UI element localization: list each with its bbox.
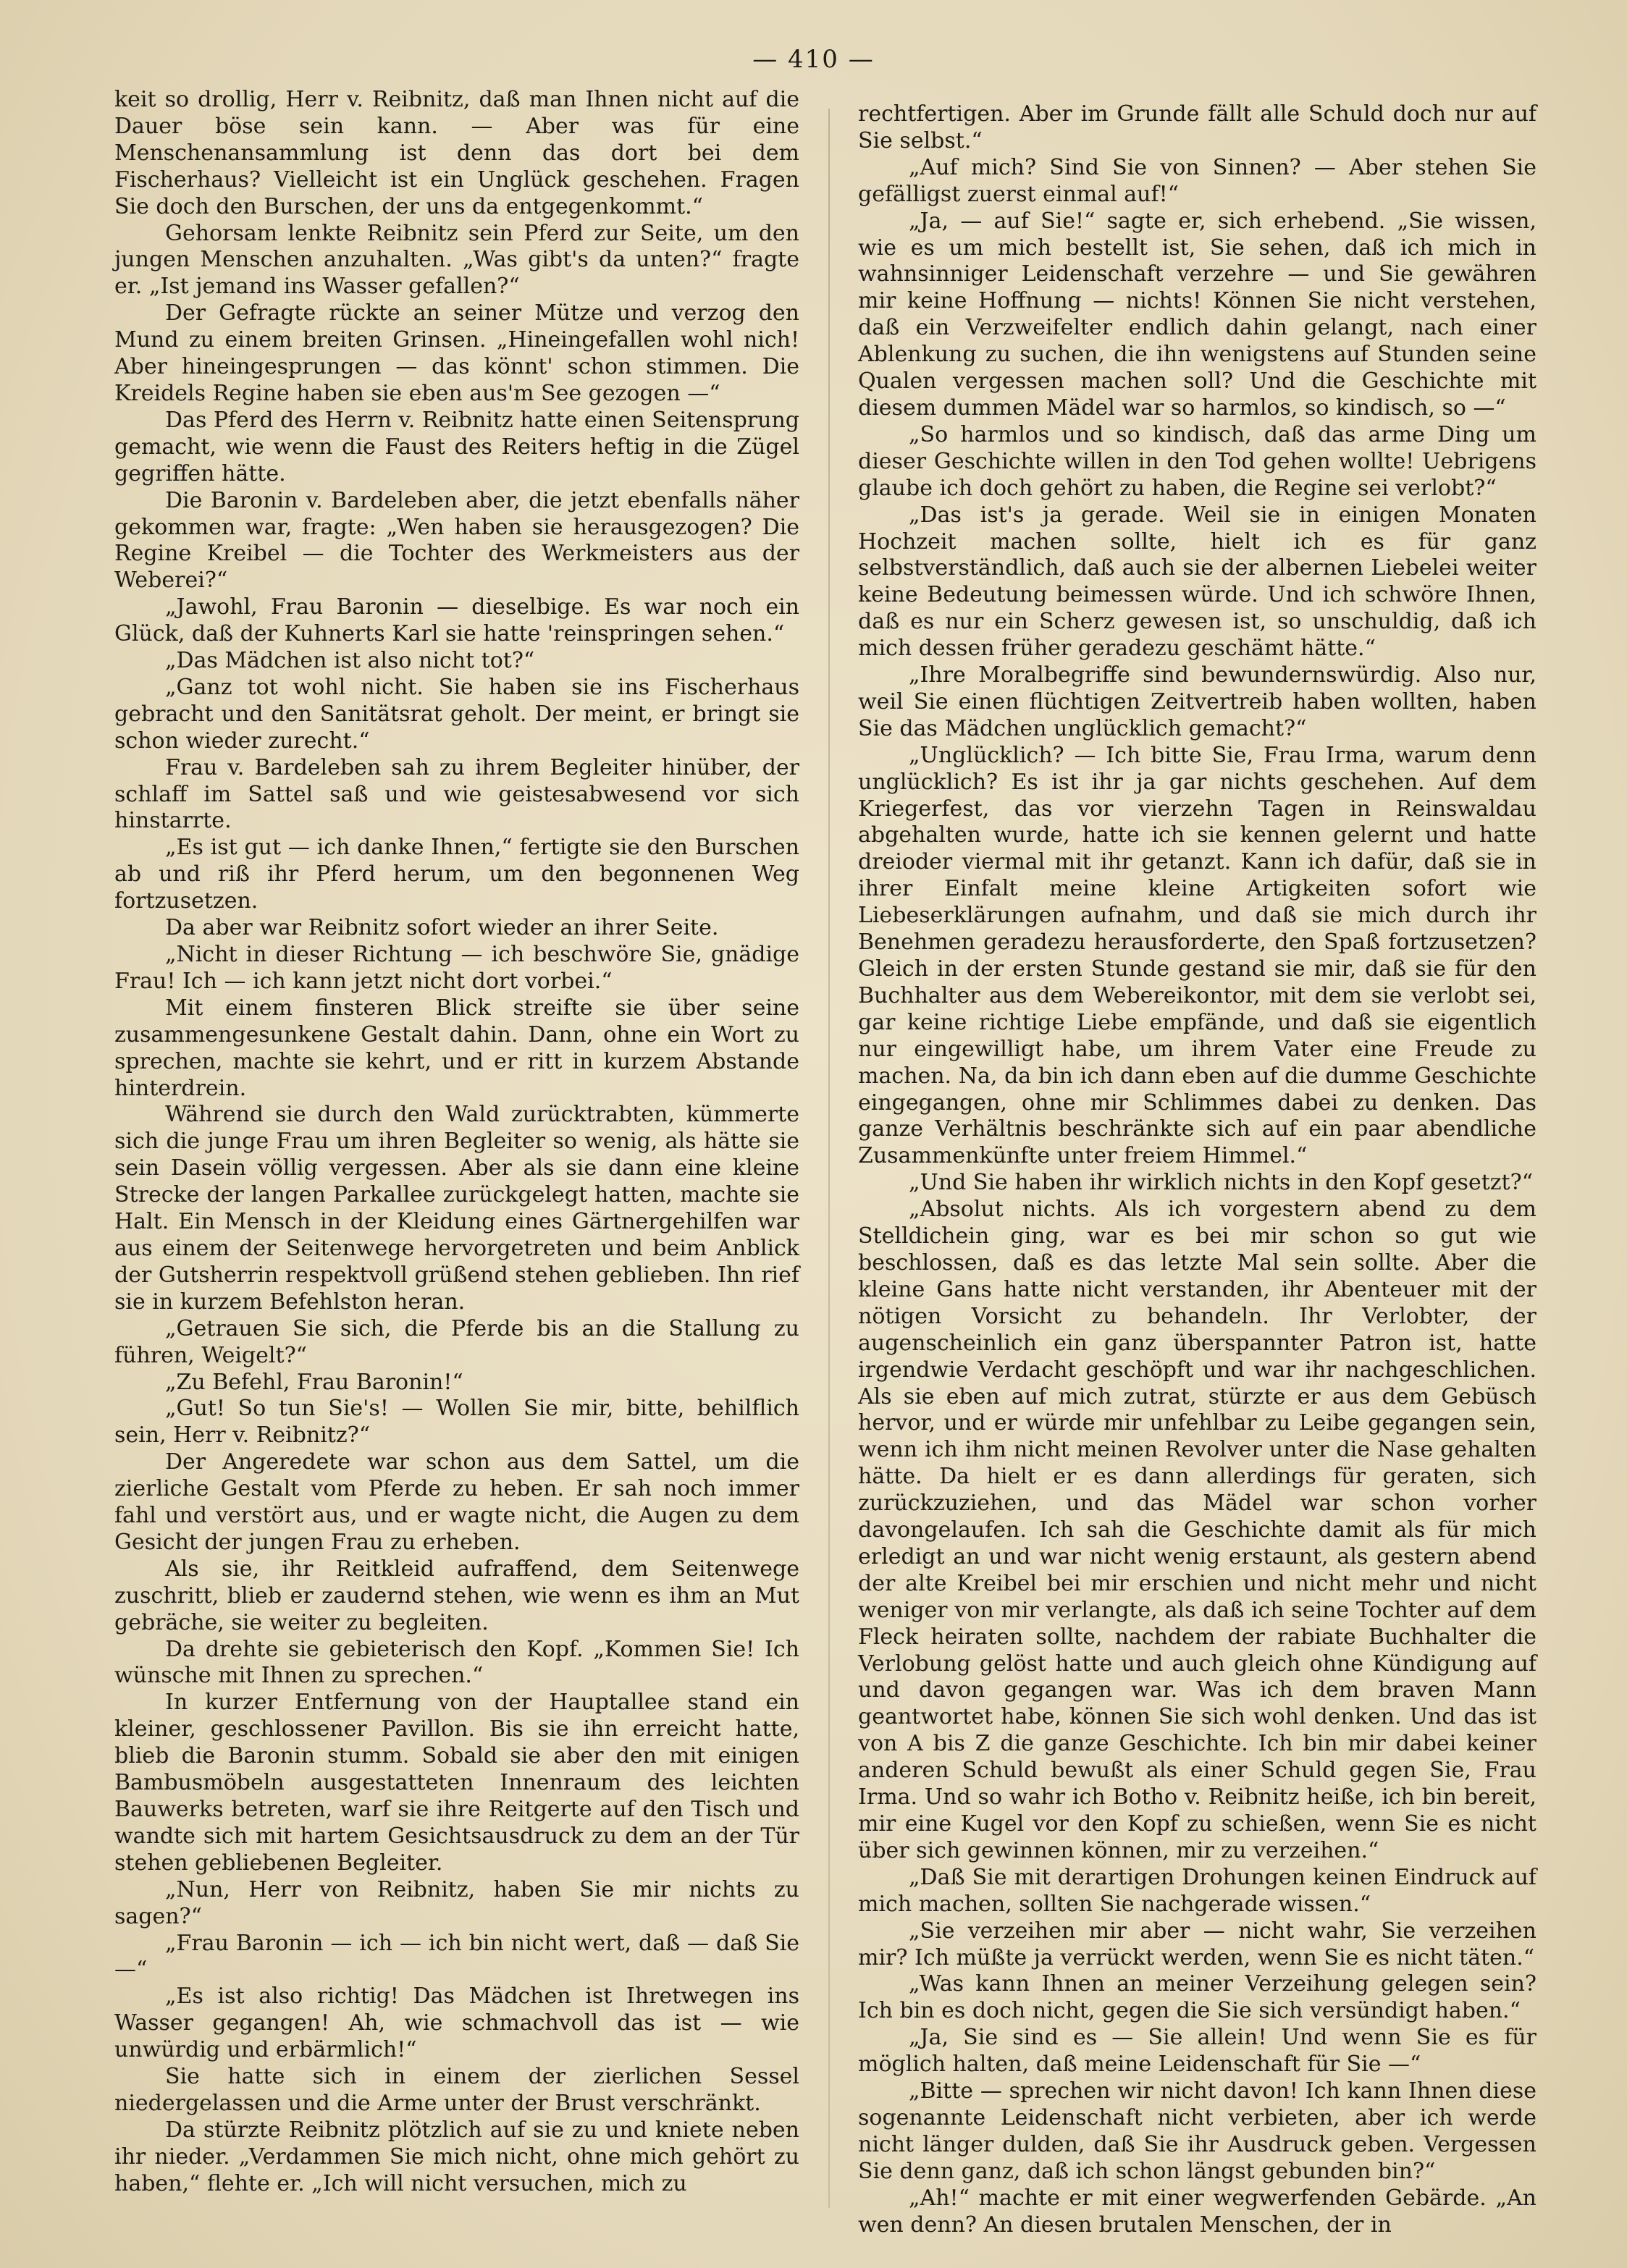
paragraph: In kurzer Entfernung von der Hauptallee stand ein kleiner, geschlossener Pavillon. Bis sie ihn erreicht hatte, blieb die Baronin stumm. Sobald sie aber den mit einigen Bambusmöbeln ausgestatteten Innenraum des leichten Bauwerks betreten, warf sie ihre Reitgerte auf den Tisch und wandte sich mit hartem Gesichtsausdruck zu dem an der Tür stehen gebliebenen Begleiter. <box>114 1690 799 1876</box>
paragraph: Gehorsam lenkte Reibnitz sein Pferd zur Seite, um den jungen Menschen anzuhalten. „Was gibt's da unten?“ fragte er. „Ist jemand ins Wasser gefallen?“ <box>114 220 799 300</box>
paragraph: „Es ist gut — ich danke Ihnen,“ fertigte sie den Burschen ab und riß ihr Pferd herum, um den begonnenen Weg fortzusetzen. <box>114 835 799 914</box>
paragraph: Als sie, ihr Reitkleid aufraffend, dem Seitenwege zuschritt, blieb er zaudernd stehen, wie wenn es ihm an Mut gebräche, sie weiter zu begleiten. <box>114 1556 799 1635</box>
paragraph: Da aber war Reibnitz sofort wieder an ihrer Seite. <box>165 915 719 941</box>
paragraph: „Jawohl, Frau Baronin — dieselbige. Es war noch ein Glück, daß der Kuhnerts Karl sie hatte 'reinspringen sehen.“ <box>114 594 799 647</box>
paragraph: „Ja, Sie sind es — Sie allein! Und wenn Sie es für möglich halten, daß meine Leidenschaft für Sie —“ <box>858 2025 1536 2078</box>
paragraph: rechtfertigen. Aber im Grunde fällt alle Schuld doch nur auf Sie selbst.“ <box>858 101 1536 153</box>
page-number: — 410 — <box>752 45 875 74</box>
paragraph: Der Gefragte rückte an seiner Mütze und verzog den Mund zu einem breiten Grinsen. „Hineingefallen wohl nich! Aber hineingesprungen — das könnt' schon stimmen. Die Kreidels Regine haben sie eben aus'm See gezogen —“ <box>114 300 799 406</box>
column-divider <box>828 109 830 2208</box>
paragraph: keit so drollig, Herr v. Reibnitz, daß man Ihnen nicht auf die Dauer böse sein kann. — Aber was für eine Menschenansammlung ist denn das dort bei dem Fischerhaus? Vielleicht ist ein Unglück geschehen. Fragen Sie doch den Burschen, der uns da entgegenkommt.“ <box>114 87 799 219</box>
paragraph: „Gut! So tun Sie's! — Wollen Sie mir, bitte, behilflich sein, Herr v. Reibnitz?“ <box>114 1396 799 1449</box>
paragraph: „Ganz tot wohl nicht. Sie haben sie ins Fischerhaus gebracht und den Sanitätsrat geholt. Der meint, er bringt sie schon wieder zurecht.“ <box>114 674 799 754</box>
paragraph: „Nicht in dieser Richtung — ich beschwöre Sie, gnädige Frau! Ich — ich kann jetzt nicht dort vorbei.“ <box>114 942 799 994</box>
paragraph: „So harmlos und so kindisch, daß das arme Ding um dieser Geschichte willen in den Tod gehen wollte! Uebrigens glaube ich doch gehört zu haben, die Regine sei verlobt?“ <box>858 421 1536 501</box>
paragraph: „Ah!“ machte er mit einer wegwerfenden Gebärde. „An wen denn? An diesen brutalen Menschen, der in <box>858 2185 1536 2238</box>
paragraph: Da drehte sie gebieterisch den Kopf. „Kommen Sie! Ich wünsche mit Ihnen zu sprechen.“ <box>114 1636 799 1689</box>
paragraph: „Absolut nichts. Als ich vorgestern abend zu dem Stelldichein ging, war es bei mir schon so gut wie beschlossen, daß es das letzte Mal sein sollte. Aber die kleine Gans hatte nicht verstanden, ihr Abenteuer mit der nötigen Vorsicht zu behandeln. Ihr Verlobter, der augenscheinlich ein ganz überspannter Patron ist, hatte irgendwie Verdacht geschöpft und war ihr nachgeschlichen. Als sie eben auf mich zutrat, stürzte er aus dem Gebüsch hervor, und er würde mir unfehlbar zu Leibe gegangen sein, wenn ich ihm nicht meinen Revolver unter die Nase gehalten hätte. Da hielt er es dann allerdings für geraten, sich zurückzuziehen, und das Mädel war schon vorher davongelaufen. Ich sah die Geschichte damit als für mich erledigt an und war nicht wenig erstaunt, als gestern abend der alte Kreibel bei mir erschien und nicht mehr und nicht weniger von mir verlangte, als daß ich seine Tochter auf dem Fleck heiraten sollte, nachdem der rabiate Buchhalter die Verlobung gelöst hatte und auch gleich ohne Kündigung auf und davon gegangen war. Was ich dem braven Mann geantwortet habe, können Sie sich wohl denken. Und das ist von A bis Z die ganze Geschichte. Ich bin mir dabei keiner anderen Schuld bewußt als einer Schuld gegen Sie, Frau Irma. Und so wahr ich Botho v. Reibnitz heiße, ich bin bereit, mir eine Kugel vor den Kopf zu schießen, wenn Sie es nicht über sich gewinnen können, mir zu verzeihen.“ <box>858 1197 1536 1863</box>
paragraph: „Und Sie haben ihr wirklich nichts in den Kopf gesetzt?“ <box>909 1170 1534 1196</box>
paragraph: „Ja, — auf Sie!“ sagte er, sich erhebend. „Sie wissen, wie es um mich bestellt ist, Sie sehen, daß ich mich in wahnsinniger Leidenschaft verzehre — und Sie gewähren mir keine Hoffnung — nichts! Können Sie nicht verstehen, daß ein Verzweifelter endlich dahin gelangt, nach einer Ablenkung zu suchen, die ihn wenigstens auf Stunden seine Qualen vergessen machen soll? Und die Geschichte mit diesem dummen Mädel war so harmlos, so kindisch, so —“ <box>858 208 1536 421</box>
paragraph: „Was kann Ihnen an meiner Verzeihung gelegen sein? Ich bin es doch nicht, gegen die Sie sich versündigt haben.“ <box>858 1971 1536 2024</box>
paragraph: „Daß Sie mit derartigen Drohungen keinen Eindruck auf mich machen, sollten Sie nachgerade wissen.“ <box>858 1864 1536 1917</box>
paragraph: Die Baronin v. Bardeleben aber, die jetzt ebenfalls näher gekommen war, fragte: „Wen haben sie herausgezogen? Die Regine Kreibel — die Tochter des Werkmeisters aus der Weberei?“ <box>114 487 799 594</box>
paragraph: „Auf mich? Sind Sie von Sinnen? — Aber stehen Sie gefälligst zuerst einmal auf!“ <box>858 154 1536 207</box>
paragraph: Frau v. Bardeleben sah zu ihrem Begleiter hinüber, der schlaff im Sattel saß und wie geistesabwesend vor sich hinstarrte. <box>114 754 799 834</box>
paragraph: Mit einem finsteren Blick streifte sie über seine zusammengesunkene Gestalt dahin. Dann, ohne ein Wort zu sprechen, machte sie kehrt, und er ritt in kurzem Abstande hinterdrein. <box>114 995 799 1101</box>
paragraph: „Ihre Moralbegriffe sind bewundernswürdig. Also nur, weil Sie einen flüchtigen Zeitvertreib haben wollten, haben Sie das Mädchen unglücklich gemacht?“ <box>858 662 1536 741</box>
paragraph: „Unglücklich? — Ich bitte Sie, Frau Irma, warum denn unglücklich? Es ist ihr ja gar nichts geschehen. Auf dem Kriegerfest, das vor vierzehn Tagen in Reinswaldau abgehalten wurde, hatte ich sie kennen gelernt und hatte dreioder viermal mit ihr getanzt. Kann ich dafür, daß sie in ihrer Einfalt meine kleine Artigkeiten sofort wie Liebeserklärungen aufnahm, und daß sie mich durch ihr Benehmen geradezu herausforderte, den Spaß fortzusetzen? Gleich in der ersten Stunde gestand sie mir, daß sie für den Buchhalter aus dem Webereikontor, mit dem sie verlobt sei, gar keine richtige Liebe empfände, und daß sie eigentlich nur eingewilligt habe, um ihrem Vater eine Freude zu machen. Na, da bin ich dann eben auf die dumme Geschichte eingegangen, ohne mir Schlimmes dabei zu denken. Das ganze Verhältnis beschränkte sich auf ein paar abendliche Zusammenkünfte unter freiem Himmel.“ <box>858 742 1536 1169</box>
paragraph: Der Angeredete war schon aus dem Sattel, um die zierliche Gestalt vom Pferde zu heben. Er sah noch immer fahl und verstört aus, und er wagte nicht, die Augen zu dem Gesicht der jungen Frau zu erheben. <box>114 1449 799 1555</box>
paragraph: „Das ist's ja gerade. Weil sie in einigen Monaten Hochzeit machen sollte, hielt ich es für ganz selbstverständlich, daß auch sie der albernen Liebelei weiter keine Bedeutung beimessen würde. Und ich schwöre Ihnen, daß es nur ein Scherz gewesen ist, so unschuldig, daß ich mich dessen früher geradezu geschämt hätte.“ <box>858 502 1536 662</box>
paragraph: Da stürzte Reibnitz plötzlich auf sie zu und kniete neben ihr nieder. „Verdammen Sie mich nicht, ohne mich gehört zu haben,“ flehte er. „Ich will nicht versuchen, mich zu <box>114 2117 799 2196</box>
paragraph: „Nun, Herr von Reibnitz, haben Sie mir nichts zu sagen?“ <box>114 1876 799 1929</box>
paragraph: Sie hatte sich in einem der zierlichen Sessel niedergelassen und die Arme unter der Brust verschränkt. <box>114 2064 799 2116</box>
paragraph: „Zu Befehl, Frau Baronin!“ <box>165 1369 463 1395</box>
paragraph: Während sie durch den Wald zurücktrabten, kümmerte sich die junge Frau um ihren Begleiter so wenig, als hätte sie sein Dasein völlig vergessen. Aber als sie dann eine kleine Strecke der langen Parkallee zurückgelegt hatten, machte sie Halt. Ein Mensch in der Kleidung eines Gärtnergehilfen war aus einem der Seitenwege hervorgetreten und beim Anblick der Gutsherrin respektvoll grüßend stehen geblieben. Ihn rief sie in kurzem Befehlston heran. <box>114 1102 799 1315</box>
paragraph: Das Pferd des Herrn v. Reibnitz hatte einen Seitensprung gemacht, wie wenn die Faust des Reiters heftig in die Zügel gegriffen hätte. <box>114 407 799 486</box>
paragraph: „Sie verzeihen mir aber — nicht wahr, Sie verzeihen mir? Ich müßte ja verrückt werden, wenn Sie es nicht täten.“ <box>858 1918 1536 1970</box>
left-column <box>114 87 799 2198</box>
paragraph: „Getrauen Sie sich, die Pferde bis an die Stallung zu führen, Weigelt?“ <box>114 1315 799 1368</box>
right-column <box>858 101 1536 2239</box>
paragraph: „Bitte — sprechen wir nicht davon! Ich kann Ihnen diese sogenannte Leidenschaft nicht verbieten, aber ich werde nicht länger dulden, daß Sie ihr Ausdruck geben. Vergessen Sie denn ganz, daß ich schon längst gebunden bin?“ <box>858 2078 1536 2184</box>
paragraph: „Es ist also richtig! Das Mädchen ist Ihretwegen ins Wasser gegangen! Ah, wie schmachvoll das ist — wie unwürdig und erbärmlich!“ <box>114 1984 799 2063</box>
paragraph: „Frau Baronin — ich — ich bin nicht wert, daß — daß Sie —“ <box>114 1930 799 1983</box>
paragraph: „Das Mädchen ist also nicht tot?“ <box>165 648 535 674</box>
